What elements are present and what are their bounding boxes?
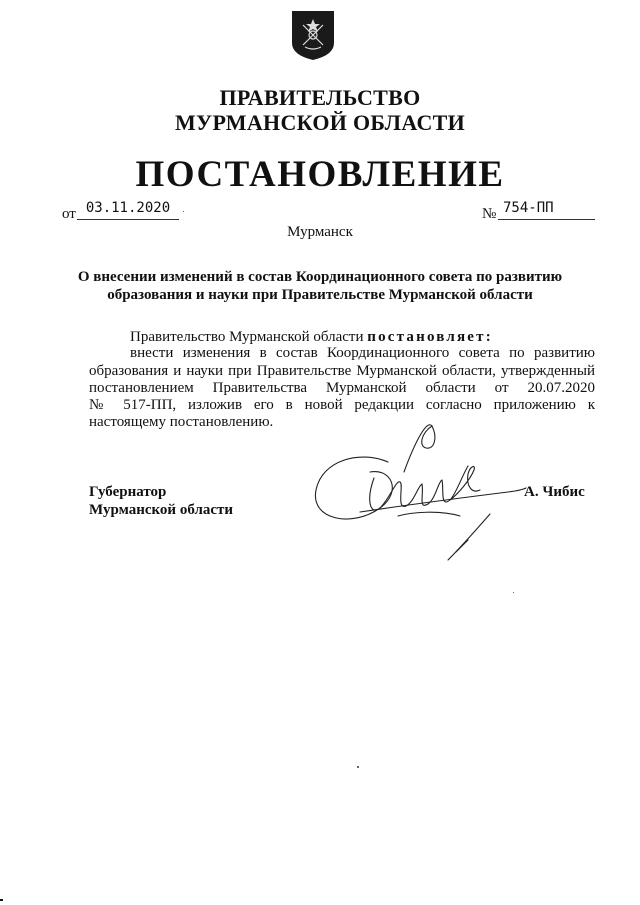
body-line-3: постановлением Правительства Мурманской области от 20.07.2020 <box>89 380 595 396</box>
scan-speck <box>183 211 184 212</box>
document-number: 754-ПП <box>503 200 554 216</box>
document-type: ПОСТАНОВЛЕНИЕ <box>135 154 505 195</box>
signer-name: А. Чибис <box>524 484 585 500</box>
body-line-1: внести изменения в состав Координационного совета по развитию <box>130 345 595 361</box>
body-lead <box>130 329 530 346</box>
number-underline <box>498 219 595 220</box>
scan-speck <box>357 766 359 768</box>
document-date: 03.11.2020 <box>85 200 171 216</box>
city: Мурманск <box>287 224 353 240</box>
scan-speck <box>0 899 3 901</box>
date-underline <box>77 219 179 220</box>
number-prefix: № <box>482 206 497 222</box>
body-line-2: образования и науки при Правительстве Мурманской области, утвержденный <box>89 363 595 379</box>
date-prefix: от <box>62 206 76 222</box>
org-name-line-1: ПРАВИТЕЛЬСТВО <box>219 85 421 110</box>
scan-speck <box>513 592 514 593</box>
body-lead-verb: постановляет: <box>367 329 493 345</box>
signer-title-line-2: Мурманской области <box>89 502 234 518</box>
coat-of-arms-icon <box>290 9 336 61</box>
signer-title-line-1: Губернатор <box>89 484 167 500</box>
subject-line-1: О внесении изменений в состав Координационного совета по развитию <box>77 269 563 285</box>
body-lead-subject: Правительство Мурманской области <box>130 329 364 345</box>
body-line-5: настоящему постановлению. <box>89 414 274 430</box>
handwritten-signature-icon <box>300 420 540 580</box>
org-name-line-2: МУРМАНСКОЙ ОБЛАСТИ <box>174 110 466 135</box>
subject-line-2: образования и науки при Правительстве Мурманской области <box>107 287 533 303</box>
body-line-4: № 517-ПП, изложив его в новой редакции согласно приложению к <box>89 397 595 413</box>
